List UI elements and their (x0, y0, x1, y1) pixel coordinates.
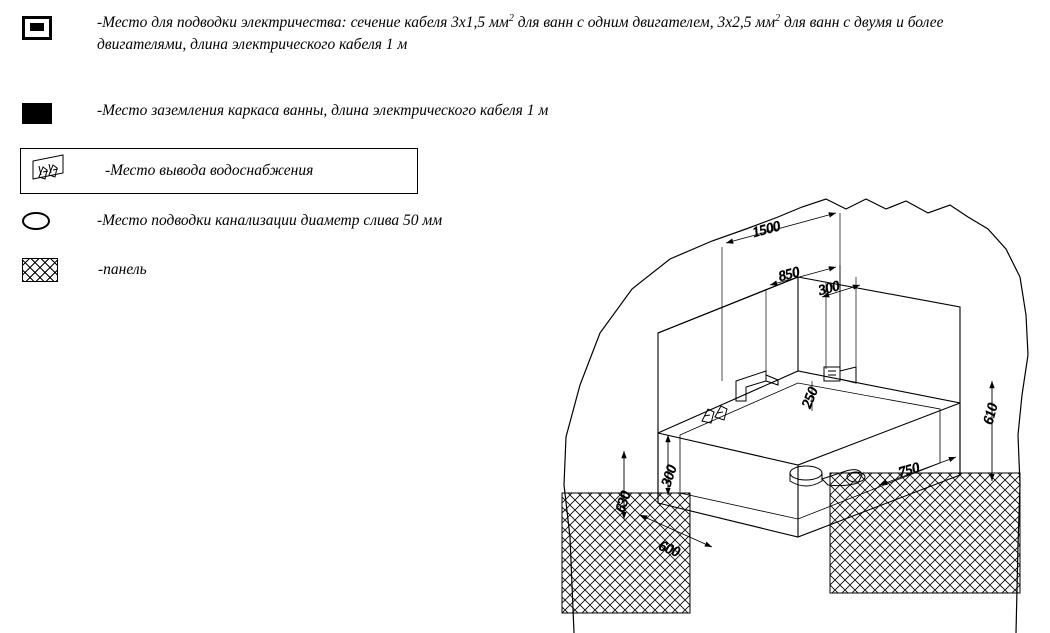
legend-item-water-outlet-label: -Место вывода водоснабжения (105, 162, 314, 180)
dim-250: 250 (799, 385, 822, 411)
legend-item-water-outlet (20, 148, 418, 194)
open-square-icon (22, 16, 52, 40)
dim-850: 850 (777, 264, 802, 285)
legend-item-electricity (22, 12, 1032, 55)
legend-item-panel (22, 258, 522, 282)
dim-630: 630 (613, 489, 635, 515)
dim-1500: 1500 (751, 219, 783, 241)
dim-610: 610 (981, 401, 1002, 427)
water-outlet-icon (29, 153, 83, 189)
legend-item-grounding (22, 100, 822, 124)
legend-item-sewer-label: -Место подводки канализации диаметр слива 50 мм (97, 212, 443, 229)
dim-300-top: 300 (817, 278, 842, 299)
legend-item-grounding-label: -Место заземления каркаса ванны, длина электрического кабеля 1 м (97, 102, 549, 119)
dim-600: 600 (656, 538, 682, 561)
dim-300-left: 300 (659, 463, 681, 489)
dim-750: 750 (896, 460, 922, 481)
filled-square-icon (22, 103, 52, 124)
hatched-panel-icon (22, 258, 58, 282)
ellipse-icon (22, 212, 50, 230)
legend-item-electricity-label: -Место для подводки электричества: сечение кабеля 3х1,5 $мм^2$ для ванн с одним двигателем, 3х2,5 $мм^2$ для ванн с двумя и более двигателями, длина электрического кабеля 1 м (97, 13, 944, 53)
bathtub-installation-isometric-drawing (540, 185, 1050, 633)
legend-item-panel-label: -панель (98, 261, 147, 279)
